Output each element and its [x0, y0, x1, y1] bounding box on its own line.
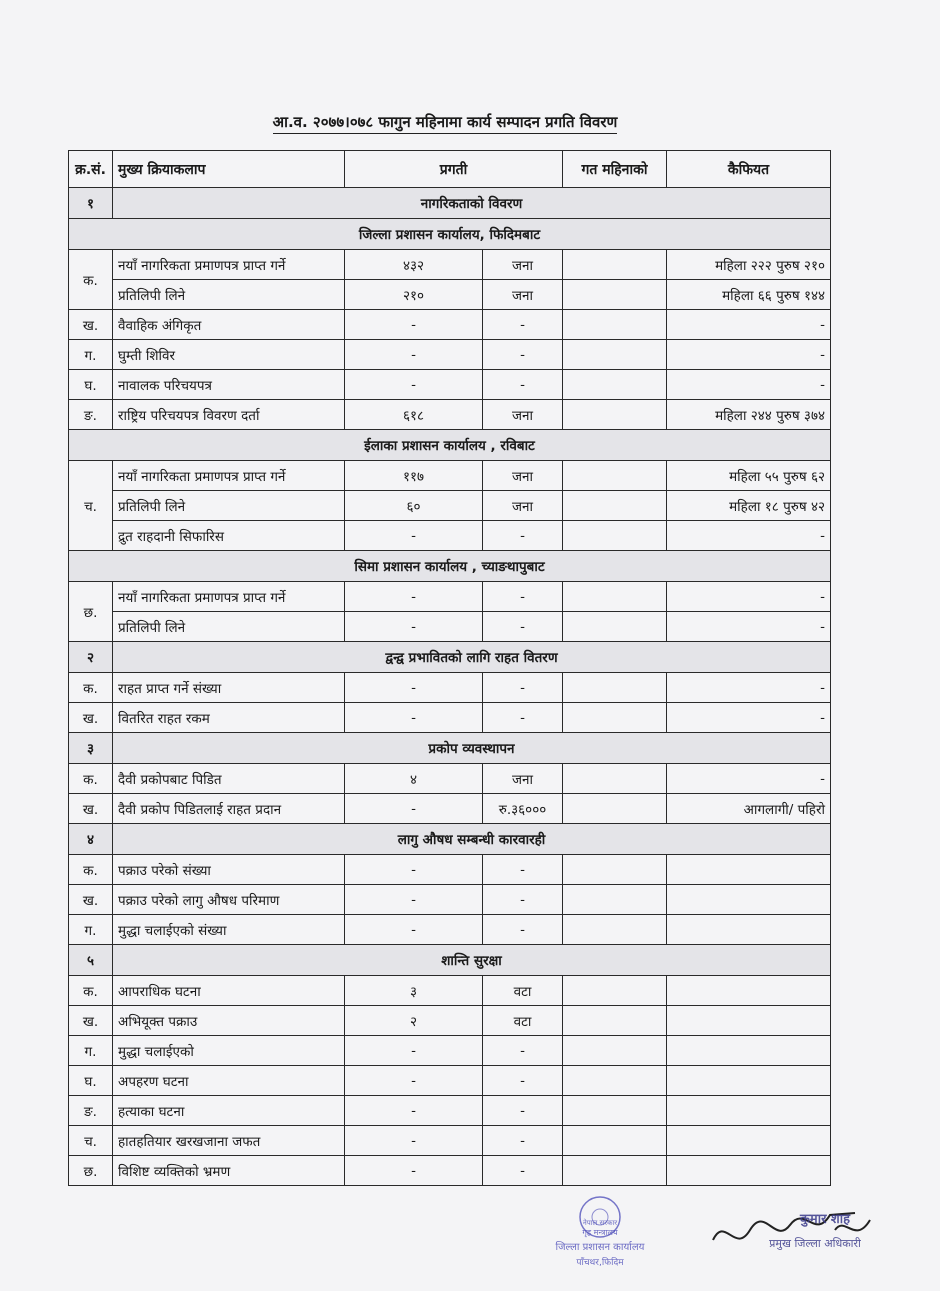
row-remark: आगलागी/ पहिरो [667, 794, 831, 824]
row-activity: आपराधिक घटना [113, 976, 345, 1006]
row-unit: - [483, 370, 563, 400]
row-remark: - [667, 612, 831, 642]
row-last-month [563, 1036, 667, 1066]
row-value: ११७ [345, 461, 483, 491]
row-remark: महिला २४४ पुरुष ३७४ [667, 400, 831, 430]
row-remark: - [667, 521, 831, 551]
signature-name: कुमार शाह [799, 1212, 851, 1227]
table-row [69, 310, 831, 340]
row-remark: - [667, 310, 831, 340]
row-unit: जना [483, 400, 563, 430]
stamp-line-2: गृह मन्त्रालय [582, 1228, 618, 1237]
row-activity: पक्राउ परेको लागु औषध परिमाण [113, 885, 345, 915]
row-last-month [563, 582, 667, 612]
row-remark: महिला १८ पुरुष ४२ [667, 491, 831, 521]
stamp-line-1: नेपाल सरकार [582, 1219, 618, 1227]
section-number: २ [69, 642, 113, 673]
row-sn: च. [69, 1126, 113, 1156]
row-sn: घ. [69, 370, 113, 400]
row-activity: प्रतिलिपी लिने [113, 491, 345, 521]
row-value: - [345, 885, 483, 915]
table-row [69, 1066, 831, 1096]
row-last-month [563, 794, 667, 824]
row-unit: जना [483, 250, 563, 280]
row-last-month [563, 915, 667, 945]
row-unit: - [483, 582, 563, 612]
table-row [69, 1006, 831, 1036]
row-remark [667, 1096, 831, 1126]
row-activity: दैवी प्रकोपबाट पिडित [113, 764, 345, 794]
row-remark [667, 855, 831, 885]
row-remark [667, 915, 831, 945]
row-activity: अपहरण घटना [113, 1066, 345, 1096]
table-row [69, 673, 831, 703]
section-number: ३ [69, 733, 113, 764]
office-title: जिल्ला प्रशासन कार्यालय, फिदिमबाट [69, 219, 831, 250]
row-last-month [563, 764, 667, 794]
office-title: सिमा प्रशासन कार्यालय , च्याङथापुबाट [69, 551, 831, 582]
row-unit: जना [483, 461, 563, 491]
row-activity: द्रुत राहदानी सिफारिस [113, 521, 345, 551]
office-row [69, 219, 831, 250]
row-last-month [563, 1006, 667, 1036]
row-last-month [563, 703, 667, 733]
row-sn: ख. [69, 703, 113, 733]
row-sn: ग. [69, 1036, 113, 1066]
table-header-row [69, 151, 831, 188]
row-sn: ग. [69, 340, 113, 370]
table-row [69, 915, 831, 945]
row-unit: वटा [483, 1006, 563, 1036]
table-row [69, 1156, 831, 1186]
row-activity: विशिष्ट व्यक्तिको भ्रमण [113, 1156, 345, 1186]
row-value: - [345, 1156, 483, 1186]
row-unit: - [483, 340, 563, 370]
table-row [69, 521, 831, 551]
row-activity: नावालक परिचयपत्र [113, 370, 345, 400]
table-row [69, 855, 831, 885]
section-row [69, 188, 831, 219]
row-unit: - [483, 885, 563, 915]
row-last-month [563, 673, 667, 703]
row-value: - [345, 673, 483, 703]
office-title: ईलाका प्रशासन कार्यालय , रविबाट [69, 430, 831, 461]
row-sn: क. [69, 250, 113, 310]
row-sn: क. [69, 764, 113, 794]
row-last-month [563, 400, 667, 430]
row-remark [667, 1036, 831, 1066]
row-unit: - [483, 1126, 563, 1156]
row-activity: प्रतिलिपी लिने [113, 612, 345, 642]
row-remark [667, 976, 831, 1006]
row-unit: - [483, 1096, 563, 1126]
row-sn: क. [69, 855, 113, 885]
table-row [69, 1126, 831, 1156]
page-title-text: आ.व. २०७७।०७८ फागुन महिनामा कार्य सम्पादन प्रगति विवरण [273, 113, 618, 134]
row-value: - [345, 370, 483, 400]
header-progress: प्रगती [345, 151, 563, 188]
row-value: - [345, 703, 483, 733]
row-activity: नयाँ नागरिकता प्रमाणपत्र प्राप्त गर्ने [113, 461, 345, 491]
row-remark [667, 885, 831, 915]
row-activity: अभियूक्त पक्राउ [113, 1006, 345, 1036]
section-number: ५ [69, 945, 113, 976]
row-last-month [563, 461, 667, 491]
header-remarks: कैफियत [667, 151, 831, 188]
table-row [69, 612, 831, 642]
signature-block [705, 1185, 905, 1285]
row-remark: महिला २२२ पुरुष २१० [667, 250, 831, 280]
row-sn: क. [69, 976, 113, 1006]
section-number: १ [69, 188, 113, 219]
row-sn: ख. [69, 1006, 113, 1036]
row-remark: - [667, 764, 831, 794]
row-last-month [563, 310, 667, 340]
row-value: ६१८ [345, 400, 483, 430]
table-row [69, 1036, 831, 1066]
row-unit: रु.३६००० [483, 794, 563, 824]
row-last-month [563, 1126, 667, 1156]
row-activity: हातहतियार खरखजाना जफत [113, 1126, 345, 1156]
row-activity: घुम्ती शिविर [113, 340, 345, 370]
row-unit: - [483, 1156, 563, 1186]
table-body [69, 188, 831, 1186]
section-number: ४ [69, 824, 113, 855]
row-last-month [563, 521, 667, 551]
row-activity: दैवी प्रकोप पिडितलाई राहत प्रदान [113, 794, 345, 824]
table-row [69, 491, 831, 521]
row-remark: - [667, 673, 831, 703]
row-last-month [563, 1096, 667, 1126]
row-sn: ख. [69, 885, 113, 915]
table-row [69, 794, 831, 824]
row-activity: पक्राउ परेको संख्या [113, 855, 345, 885]
row-last-month [563, 976, 667, 1006]
row-activity: हत्याका घटना [113, 1096, 345, 1126]
row-value: - [345, 794, 483, 824]
row-last-month [563, 370, 667, 400]
table-row [69, 250, 831, 280]
row-remark [667, 1006, 831, 1036]
section-row [69, 824, 831, 855]
row-value: ४३२ [345, 250, 483, 280]
table-row [69, 280, 831, 310]
table-row [69, 703, 831, 733]
row-value: - [345, 310, 483, 340]
row-unit: जना [483, 764, 563, 794]
stamp-line-4: पाँचथर,फिदिम [576, 1258, 624, 1268]
progress-table [68, 150, 831, 1186]
row-value: - [345, 340, 483, 370]
row-value: ४ [345, 764, 483, 794]
row-remark: महिला ५५ पुरुष ६२ [667, 461, 831, 491]
row-last-month [563, 612, 667, 642]
row-unit: - [483, 521, 563, 551]
row-sn: ग. [69, 915, 113, 945]
table-row [69, 764, 831, 794]
row-remark: - [667, 582, 831, 612]
row-unit: - [483, 1066, 563, 1096]
section-title: द्वन्द्व प्रभावितको लागि राहत वितरण [113, 642, 831, 673]
row-remark: - [667, 340, 831, 370]
row-last-month [563, 340, 667, 370]
page-title [0, 112, 890, 132]
row-sn: क. [69, 673, 113, 703]
row-remark: महिला ६६ पुरुष १४४ [667, 280, 831, 310]
row-remark [667, 1126, 831, 1156]
row-unit: - [483, 855, 563, 885]
section-title: शान्ति सुरक्षा [113, 945, 831, 976]
row-unit: जना [483, 491, 563, 521]
row-last-month [563, 250, 667, 280]
row-activity: मुद्धा चलाईएको संख्या [113, 915, 345, 945]
section-row [69, 642, 831, 673]
table-row [69, 582, 831, 612]
signature-role: प्रमुख जिल्ला अधिकारी [769, 1237, 861, 1250]
row-unit: जना [483, 280, 563, 310]
row-remark [667, 1066, 831, 1096]
table-row [69, 400, 831, 430]
row-unit: - [483, 915, 563, 945]
table-row [69, 461, 831, 491]
row-unit: - [483, 310, 563, 340]
row-last-month [563, 855, 667, 885]
section-title: लागु औषध सम्बन्धी कारवारही [113, 824, 831, 855]
row-last-month [563, 491, 667, 521]
row-value: - [345, 521, 483, 551]
row-sn: ख. [69, 794, 113, 824]
section-title: नागरिकताको विवरण [113, 188, 831, 219]
row-sn: ङ. [69, 1096, 113, 1126]
row-last-month [563, 1156, 667, 1186]
table-row [69, 1096, 831, 1126]
row-sn: घ. [69, 1066, 113, 1096]
row-unit: - [483, 1036, 563, 1066]
row-value: २ [345, 1006, 483, 1036]
header-last-month: गत महिनाको [563, 151, 667, 188]
row-value: - [345, 1036, 483, 1066]
row-sn: छ. [69, 1156, 113, 1186]
row-value: - [345, 855, 483, 885]
row-sn: च. [69, 461, 113, 551]
section-row [69, 733, 831, 764]
row-unit: - [483, 673, 563, 703]
row-value: - [345, 1126, 483, 1156]
table-row [69, 370, 831, 400]
row-activity: वितरित राहत रकम [113, 703, 345, 733]
office-row [69, 551, 831, 582]
row-value: २१० [345, 280, 483, 310]
row-sn: ङ. [69, 400, 113, 430]
table-row [69, 976, 831, 1006]
stamp-line-3: जिल्ला प्रशासन कार्यालय [555, 1242, 645, 1253]
row-value: - [345, 582, 483, 612]
table-row [69, 885, 831, 915]
row-value: - [345, 915, 483, 945]
row-sn: छ. [69, 582, 113, 642]
row-last-month [563, 280, 667, 310]
table-row [69, 340, 831, 370]
row-unit: वटा [483, 976, 563, 1006]
row-remark: - [667, 370, 831, 400]
row-value: - [345, 612, 483, 642]
row-unit: - [483, 612, 563, 642]
header-sn: क्र.सं. [69, 151, 113, 188]
row-activity: राष्ट्रिय परिचयपत्र विवरण दर्ता [113, 400, 345, 430]
row-last-month [563, 885, 667, 915]
row-remark: - [667, 703, 831, 733]
row-activity: राहत प्राप्त गर्ने संख्या [113, 673, 345, 703]
row-value: ६० [345, 491, 483, 521]
row-sn: ख. [69, 310, 113, 340]
row-last-month [563, 1066, 667, 1096]
row-value: ३ [345, 976, 483, 1006]
row-value: - [345, 1066, 483, 1096]
row-value: - [345, 1096, 483, 1126]
row-activity: नयाँ नागरिकता प्रमाणपत्र प्राप्त गर्ने [113, 582, 345, 612]
section-row [69, 945, 831, 976]
row-activity: प्रतिलिपी लिने [113, 280, 345, 310]
office-row [69, 430, 831, 461]
row-activity: मुद्धा चलाईएको [113, 1036, 345, 1066]
row-activity: नयाँ नागरिकता प्रमाणपत्र प्राप्त गर्ने [113, 250, 345, 280]
row-unit: - [483, 703, 563, 733]
row-activity: वैवाहिक अंगिकृत [113, 310, 345, 340]
section-title: प्रकोप व्यवस्थापन [113, 733, 831, 764]
row-remark [667, 1156, 831, 1186]
header-activity: मुख्य क्रियाकलाप [113, 151, 345, 188]
office-stamp [535, 1195, 665, 1275]
